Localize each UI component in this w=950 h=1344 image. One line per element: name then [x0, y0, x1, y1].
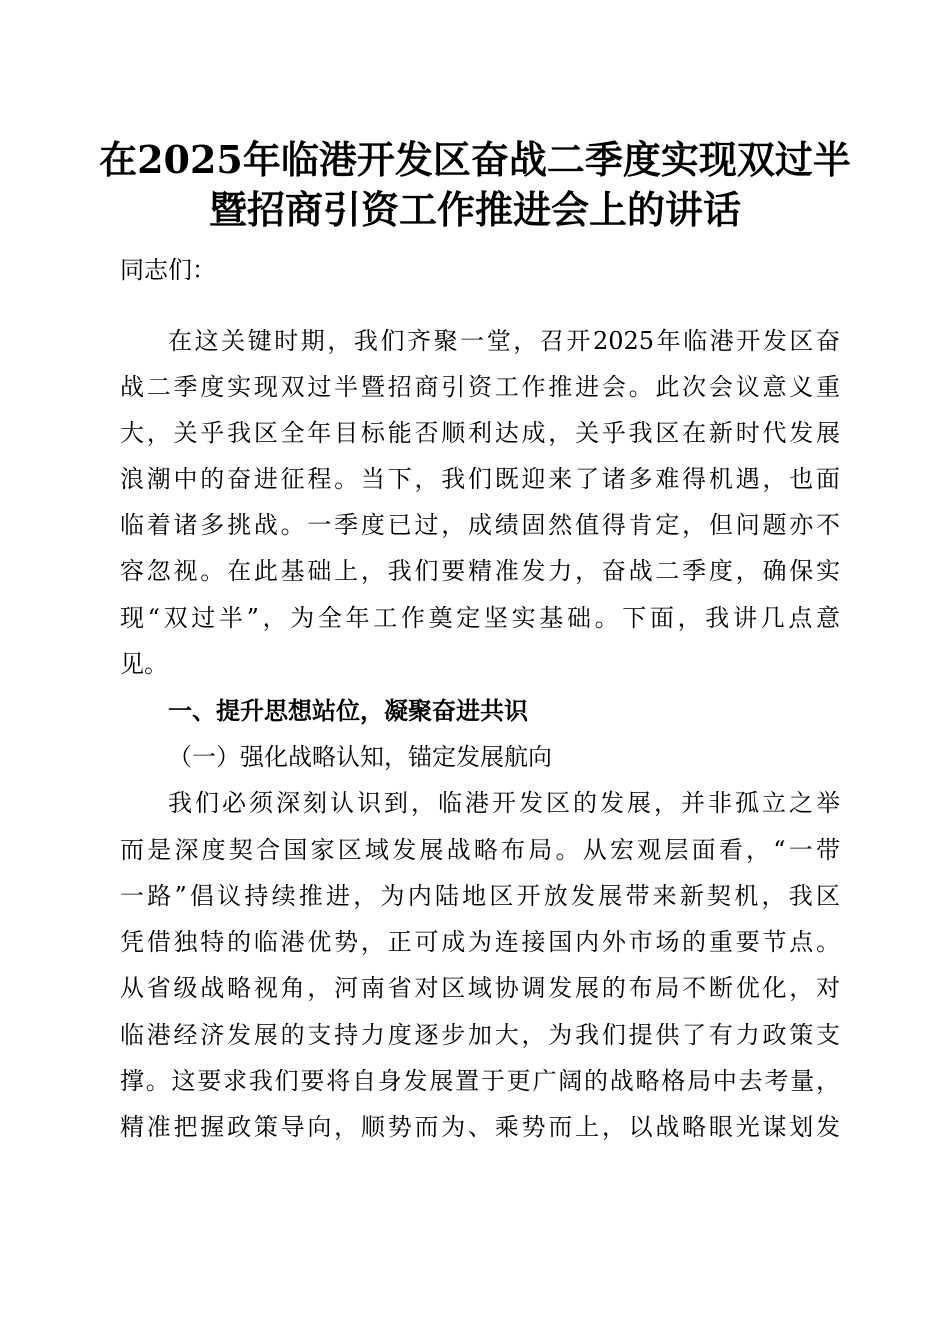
- section-heading: 一、提升思想站位，凝聚奋进共识: [168, 697, 528, 725]
- paragraph-line: 凭借独特的临港优势，正可成为连接国内外市场的重要节点。: [120, 928, 840, 956]
- intro-line: 见。: [120, 650, 168, 678]
- paragraph-line: 一路”倡议持续推进，为内陆地区开放发展带来新契机，我区: [120, 882, 840, 910]
- intro-line: 战二季度实现双过半暨招商引资工作推进会。此次会议意义重: [120, 373, 840, 401]
- intro-line: 容忽视。在此基础上，我们要精准发力，奋战二季度，确保实: [120, 557, 840, 585]
- salutation: 同志们：: [120, 256, 216, 284]
- paragraph-line: 撑。这要求我们要将自身发展置于更广阔的战略格局中去考量，: [120, 1067, 840, 1095]
- intro-line: 临着诸多挑战。一季度已过，成绩固然值得肯定，但问题亦不: [120, 511, 840, 539]
- paragraph-line: 而是深度契合国家区域发展战略布局。从宏观层面看，“一带: [120, 836, 840, 864]
- intro-line: 在这关键时期，我们齐聚一堂，召开2025年临港开发区奋: [168, 327, 840, 355]
- paragraph-line: 精准把握政策导向，顺势而为、乘势而上，以战略眼光谋划发: [120, 1113, 840, 1141]
- subsection-heading: （一）强化战略认知，锚定发展航向: [168, 743, 552, 771]
- paragraph-line: 从省级战略视角，河南省对区域协调发展的布局不断优化，对: [120, 974, 840, 1002]
- intro-line: 浪潮中的奋进征程。当下，我们既迎来了诸多难得机遇，也面: [120, 465, 840, 493]
- paragraph-line: 我们必须深刻认识到，临港开发区的发展，并非孤立之举: [168, 789, 840, 817]
- intro-line: 现“双过半”，为全年工作奠定坚实基础。下面，我讲几点意: [120, 604, 840, 632]
- document-title-line-2: 暨招商引资工作推进会上的讲话: [208, 187, 741, 232]
- intro-line: 大，关乎我区全年目标能否顺利达成，关乎我区在新时代发展: [120, 419, 840, 447]
- document-title-line-1: 在2025年临港开发区奋战二季度实现双过半: [99, 137, 851, 182]
- paragraph-line: 临港经济发展的支持力度逐步加大，为我们提供了有力政策支: [120, 1021, 840, 1049]
